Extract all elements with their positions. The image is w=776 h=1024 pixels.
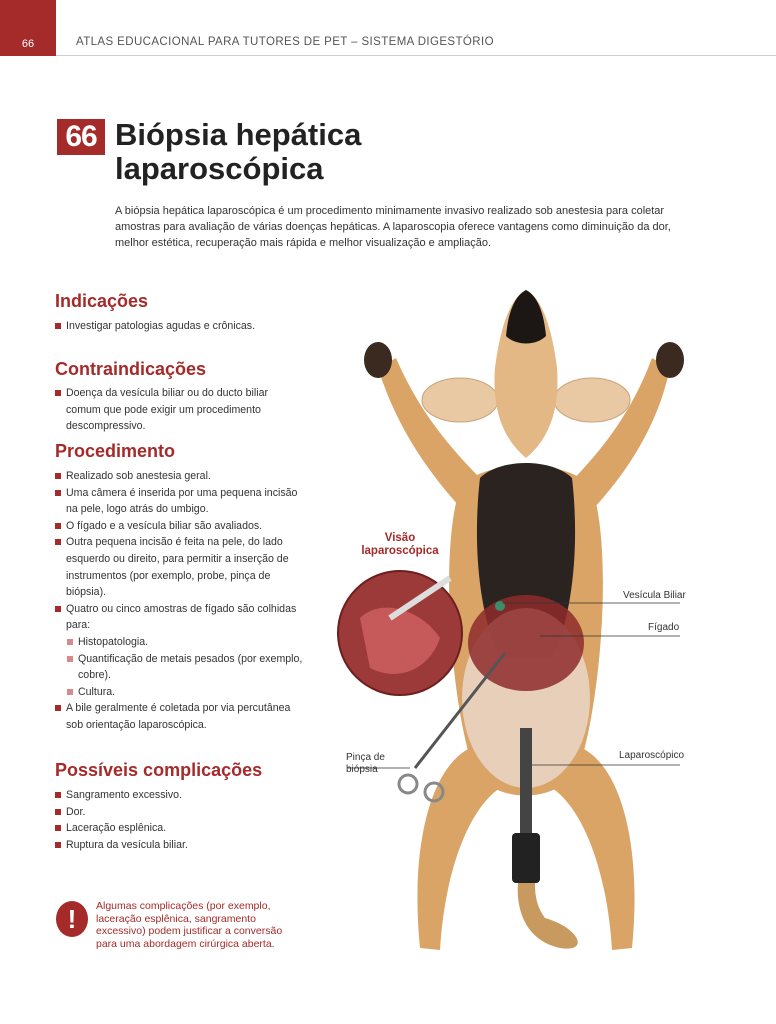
muzzle-shape [506,290,546,344]
label-biopsy-forceps-line-1: Pinça de [346,752,385,763]
header-rule [56,55,776,56]
label-biopsy-forceps-line-2: biópsia [346,764,378,775]
dog-laparoscopy-illustration [330,288,776,988]
list-item: A bile geralmente é coletada por via percutânea sob orientação laparoscópica. [55,700,307,733]
sub-list-item: Quantificação de metais pesados (por exemplo, cobre). [55,651,307,684]
left-hind-leg-shape [417,748,500,950]
label-biopsy-forceps [346,752,385,776]
list-item: Laceração esplênica. [55,820,320,837]
page-number: 66 [21,38,35,50]
running-header: ATLAS EDUCACIONAL PARA TUTORES DE PET – SISTEMA DIGESTÓRIO [76,36,494,48]
sub-list-item: Cultura. [55,684,307,701]
dog-illustration-svg [330,288,776,988]
section-heading-indicacoes: Indicações [55,291,149,311]
list-item: Investigar patologias agudas e crônicas. [55,318,320,335]
laparoscope-handle-shape [512,833,540,883]
list-item: Uma câmera é inserida por uma pequena incisão na pele, logo atrás do umbigo. [55,485,307,518]
list-item: O fígado e a vesícula biliar são avaliados. [55,518,307,535]
inset-title: Visão laparoscópica [361,532,439,557]
list-contraindicacoes [55,385,305,435]
left-paw-shape [364,342,392,378]
list-item: Doença da vesícula biliar ou do ducto biliar comum que pode exigir um procedimento descompressivo. [55,385,305,435]
list-item: Outra pequena incisão é feita na pele, do lado esquerdo ou direito, para permitir a inserção de instrumentos (por exemplo, probe, pinça de biópsia). [55,534,307,600]
chapter-number-badge: 66 [57,119,105,155]
list-indicacoes [55,318,320,335]
list-item: Quatro ou cinco amostras de fígado são colhidas para: [55,601,307,634]
section-heading-procedimento: Procedimento [55,441,176,461]
intro-paragraph: A biópsia hepática laparoscópica é um procedimento minimamente invasivo realizado sob anestesia para coletar amostras para avaliação de várias doenças hepáticas. A laparoscopia oferece vantagens como diminuição da dor, melhor estética, recuperação mais rápida e melhor visualização e ampliação. [115,205,671,249]
left-ear-shape [422,378,498,422]
list-item: Dor. [55,804,320,821]
list-complicacoes [55,787,320,853]
warning-note: Algumas complicações (por exemplo, laceração esplênica, sangramento excessivo) podem justificar a conversão para uma abordagem cirúrgica aberta. [96,900,283,950]
list-procedimento [55,468,307,734]
forceps-ring-shape [399,775,417,793]
section-heading-contraindicacoes: Contraindicações [55,359,207,379]
label-liver: Fígado [648,622,680,633]
gallbladder-shape [495,601,505,611]
page-title [115,118,361,186]
label-laparoscope: Laparoscópico [619,750,685,761]
label-gallbladder: Vesícula Biliar [623,590,686,601]
right-hind-leg-shape [552,748,635,950]
page-number-box [0,0,56,56]
list-item: Realizado sob anestesia geral. [55,468,307,485]
title-line-1: Biópsia hepática [115,117,362,152]
list-item: Sangramento excessivo. [55,787,320,804]
title-line-2: laparoscópica [115,151,324,186]
list-item: Ruptura da vesícula biliar. [55,837,320,854]
exclamation-icon: ! [56,901,88,937]
section-heading-complicacoes: Possíveis complicações [55,760,263,780]
right-paw-shape [656,342,684,378]
sub-list-item: Histopatologia. [55,634,307,651]
right-ear-shape [554,378,630,422]
